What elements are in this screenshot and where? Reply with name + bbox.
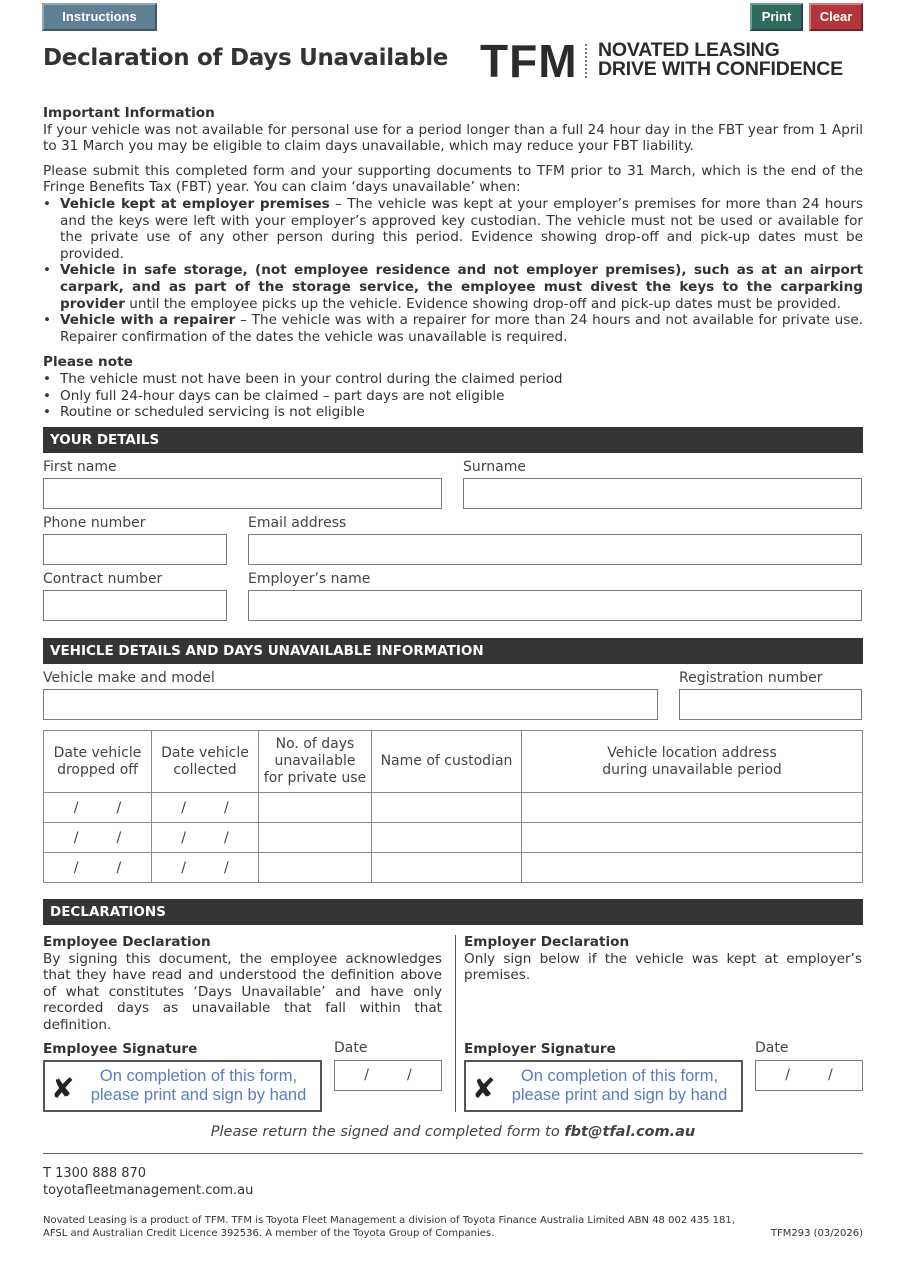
employer-signature-label: Employer Signature xyxy=(464,1041,616,1057)
criteria-item xyxy=(43,262,863,312)
page-title: Declaration of Days Unavailable xyxy=(43,45,449,71)
employer-signature-box[interactable] xyxy=(464,1060,743,1112)
header-date-collected: Date vehicle collected xyxy=(152,731,259,793)
days-unavailable-table xyxy=(43,730,863,883)
employer-declaration xyxy=(464,934,862,984)
date-separator: / xyxy=(224,859,229,876)
table-row xyxy=(44,793,863,823)
logo-divider xyxy=(585,44,587,78)
employer-declaration-text: Only sign below if the vehicle was kept at employer’s premises. xyxy=(464,950,862,984)
first-name-label: First name xyxy=(43,459,117,475)
signature-x-icon: ✘ xyxy=(51,1072,75,1105)
employee-declaration-heading: Employee Declaration xyxy=(43,934,211,950)
table-row xyxy=(44,853,863,883)
surname-label: Surname xyxy=(463,459,526,475)
date-separator: / xyxy=(181,859,186,876)
print-button[interactable]: Print xyxy=(750,3,803,31)
phone-label: Phone number xyxy=(43,515,146,531)
date-collected-cell[interactable] xyxy=(152,853,259,883)
first-name-input[interactable] xyxy=(44,479,441,508)
date-dropped-off-cell[interactable] xyxy=(44,823,152,853)
employer-declaration-heading: Employer Declaration xyxy=(464,934,630,950)
employee-declaration-text: By signing this document, the employee acknowledges that they have read and understood the definition above of what constitutes ‘Days Unavailable’ and have only recorded days as unavailable that fall within that definition. xyxy=(43,950,442,1033)
your-details-section-header: YOUR DETAILS xyxy=(43,427,863,453)
declarations-section-header: DECLARATIONS xyxy=(43,899,863,925)
email-input[interactable] xyxy=(249,535,861,564)
return-text: Please return the signed and completed form to xyxy=(210,1124,565,1140)
criteria-title: Vehicle kept at employer premises xyxy=(60,195,330,212)
signature-hint-line-2: please print and sign by hand xyxy=(511,1086,728,1104)
vehicle-make-model-label: Vehicle make and model xyxy=(43,670,215,686)
contract-number-input[interactable] xyxy=(44,591,226,620)
form-code: TFM293 (03/2026) xyxy=(770,1228,863,1239)
criteria-text: – The vehicle was kept at your employer’s premises for more than 24 hours and the keys were left with your employer’s approved key custodian. The vehicle must not be used or available for the private use of any other person during this period. Evidence showing drop-off and pick-up dates must be provided. xyxy=(60,195,864,262)
date-separator: / xyxy=(181,799,186,816)
please-note-heading: Please note xyxy=(43,354,133,371)
footer-contact xyxy=(43,1165,253,1199)
date-separator: / xyxy=(73,829,79,846)
email-label: Email address xyxy=(248,515,347,531)
employer-date-label: Date xyxy=(755,1040,789,1056)
date-separator: / xyxy=(407,1067,412,1083)
vehicle-details-section-header: VEHICLE DETAILS AND DAYS UNAVAILABLE INFORMATION xyxy=(43,638,863,664)
employee-signature-label: Employee Signature xyxy=(43,1041,198,1057)
days-unavailable-cell[interactable] xyxy=(259,793,372,823)
note-item: • The vehicle must not have been in your control during the claimed period xyxy=(43,371,863,388)
clear-button[interactable]: Clear xyxy=(809,3,863,31)
first-name-field[interactable] xyxy=(43,478,442,509)
location-cell[interactable] xyxy=(522,793,863,823)
custodian-cell[interactable] xyxy=(372,793,522,823)
phone-input[interactable] xyxy=(44,535,226,564)
date-dropped-off-cell[interactable] xyxy=(44,853,152,883)
logo-tagline xyxy=(598,41,843,79)
surname-field[interactable] xyxy=(463,478,862,509)
phone-field[interactable] xyxy=(43,534,227,565)
instructions-button[interactable]: Instructions xyxy=(42,3,157,31)
registration-number-field[interactable] xyxy=(679,689,862,720)
legal-line-1: Novated Leasing is a product of TFM. TFM is Toyota Fleet Management a division of Toyota Finance Australia Limited ABN 48 002 435 181, xyxy=(43,1215,735,1226)
header-custodian: Name of custodian xyxy=(372,731,522,793)
date-separator: / xyxy=(116,859,122,876)
table-row xyxy=(44,823,863,853)
tfm-logo: TFM xyxy=(480,35,578,87)
date-separator: / xyxy=(224,829,229,846)
employee-date-label: Date xyxy=(334,1040,368,1056)
date-separator: / xyxy=(181,829,186,846)
surname-input[interactable] xyxy=(464,479,861,508)
registration-number-input[interactable] xyxy=(680,690,861,719)
employer-signature-hint xyxy=(498,1067,741,1105)
criteria-text: – The vehicle was with a repairer for more than 24 hours and not available for private use. Repairer confirmation of the dates the vehicle was unavailable is required. xyxy=(60,312,864,345)
criteria-title: Vehicle in safe storage, (not employee residence and not employer premises), such as at an airport carpark, and as part of the storage service, the employee must divest the keys to the carparking provider xyxy=(60,262,863,312)
signature-x-icon: ✘ xyxy=(472,1072,496,1105)
table-header-row xyxy=(44,731,863,793)
employer-name-input[interactable] xyxy=(249,591,861,620)
days-unavailable-cell[interactable] xyxy=(259,823,372,853)
employer-name-field[interactable] xyxy=(248,590,862,621)
signature-hint-line-1: On completion of this form, xyxy=(520,1067,719,1085)
date-separator: / xyxy=(116,829,122,846)
criteria-text: until the employee picks up the vehicle. Evidence showing drop-off and pick-up dates must be provided. xyxy=(124,295,841,312)
registration-number-label: Registration number xyxy=(679,670,823,686)
location-cell[interactable] xyxy=(522,823,863,853)
footer-website-link[interactable]: toyotafleetmanagement.com.au xyxy=(43,1183,254,1198)
important-info-heading: Important Information xyxy=(43,105,215,121)
employee-declaration xyxy=(43,934,442,1034)
date-collected-cell[interactable] xyxy=(152,793,259,823)
vehicle-make-model-field[interactable] xyxy=(43,689,658,720)
footer-phone: T 1300 888 870 xyxy=(43,1166,147,1181)
important-information xyxy=(43,105,863,421)
employer-date-field[interactable] xyxy=(755,1060,863,1091)
date-separator: / xyxy=(224,799,229,816)
footer-divider xyxy=(43,1153,863,1154)
date-dropped-off-cell[interactable] xyxy=(44,793,152,823)
employee-signature-hint xyxy=(77,1067,320,1105)
signature-hint-line-1: On completion of this form, xyxy=(99,1067,298,1085)
date-separator: / xyxy=(785,1067,790,1083)
location-cell[interactable] xyxy=(522,853,863,883)
note-item: • Routine or scheduled servicing is not eligible xyxy=(43,404,863,421)
contract-number-label: Contract number xyxy=(43,571,163,587)
return-email-link[interactable]: fbt@tfal.com.au xyxy=(564,1124,696,1140)
header-date-dropped-off: Date vehicle dropped off xyxy=(44,731,152,793)
criteria-item xyxy=(43,312,863,345)
note-item: • Only full 24-hour days can be claimed – part days are not eligible xyxy=(43,388,863,405)
criteria-title: Vehicle with a repairer xyxy=(60,312,236,329)
employee-date-field[interactable] xyxy=(334,1060,442,1091)
date-separator: / xyxy=(364,1067,369,1083)
date-separator: / xyxy=(73,859,79,876)
declarations-divider xyxy=(455,935,456,1112)
important-info-paragraph-1: If your vehicle was not available for personal use for a period longer than a full 24 hour day in the FBT year from 1 April to 31 March you may be eligible to claim days unavailable, which may reduce your FBT liability. xyxy=(43,121,863,155)
tagline-line-1: NOVATED LEASING xyxy=(598,39,780,61)
legal-line-2: AFSL and Australian Credit Licence 392536. A member of the Toyota Group of Companies. xyxy=(43,1228,495,1239)
tagline-line-2: DRIVE WITH CONFIDENCE xyxy=(598,58,843,80)
date-separator: / xyxy=(73,799,79,816)
custodian-cell[interactable] xyxy=(372,823,522,853)
contract-number-field[interactable] xyxy=(43,590,227,621)
custodian-cell[interactable] xyxy=(372,853,522,883)
return-instructions xyxy=(43,1124,863,1140)
please-note-list xyxy=(43,371,863,421)
employee-signature-box[interactable] xyxy=(43,1060,322,1112)
days-unavailable-cell[interactable] xyxy=(259,853,372,883)
header-days-unavailable: No. of days unavailable for private use xyxy=(259,731,372,793)
date-collected-cell[interactable] xyxy=(152,823,259,853)
employer-name-label: Employer’s name xyxy=(248,571,371,587)
email-field[interactable] xyxy=(248,534,862,565)
date-separator: / xyxy=(116,799,122,816)
signature-hint-line-2: please print and sign by hand xyxy=(90,1086,307,1104)
important-info-paragraph-2: Please submit this completed form and your supporting documents to TFM prior to 31 March, which is the end of the Fringe Benefits Tax (FBT) year. You can claim ‘days unavailable’ when: xyxy=(43,162,863,196)
date-separator: / xyxy=(828,1067,833,1083)
footer-legal xyxy=(43,1214,743,1240)
vehicle-make-model-input[interactable] xyxy=(44,690,657,719)
criteria-item xyxy=(43,196,863,262)
days-unavailable-criteria-list xyxy=(43,196,863,345)
header-location: Vehicle location address during unavailable period xyxy=(522,731,863,793)
